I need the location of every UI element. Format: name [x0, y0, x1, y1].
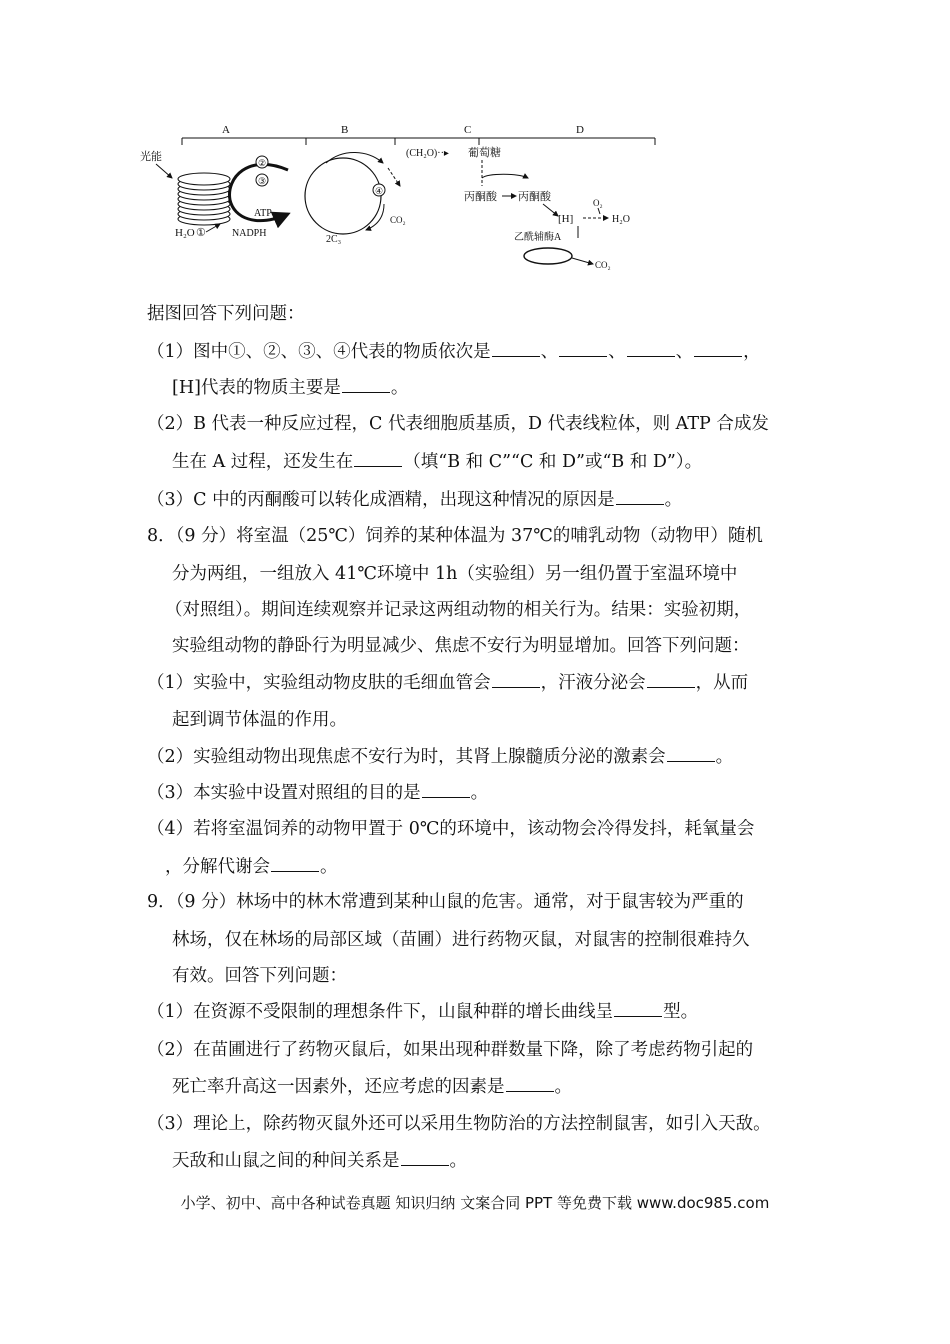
answer-blank[interactable] [401, 1150, 449, 1166]
answer-blank[interactable] [627, 341, 675, 357]
label-D: D [576, 124, 584, 136]
nadph-label: NADPH [232, 228, 267, 239]
q8-line1: 8．（9 分）将室温（25℃）饲养的某种体温为 37℃的哺乳动物（动物甲）随机 [147, 526, 763, 546]
answer-blank[interactable] [559, 341, 607, 357]
answer-blank[interactable] [667, 746, 715, 762]
label-A: A [222, 124, 230, 136]
q8-line2: 分为两组，一组放入 41℃环境中 1h（实验组）另一组仍置于室温环境中 [172, 564, 738, 584]
q7-3-line: （3）C 中的丙酮酸可以转化成酒精，出现这种情况的原因是 。 [147, 490, 683, 510]
answer-blank[interactable] [506, 1076, 554, 1092]
thylakoid-stack-icon [178, 173, 230, 225]
light-label: 光能 [140, 151, 162, 163]
q9-line2: 林场，仅在林场的局部区域（苗圃）进行药物灭鼠，对鼠害的控制很难持久 [172, 930, 750, 950]
answer-blank[interactable] [647, 672, 695, 688]
label-C: C [464, 124, 472, 136]
h-label: [H] [558, 213, 574, 225]
num-3: ③ [258, 176, 267, 186]
h2o-label: H₂O [175, 227, 195, 239]
num-4: ④ [375, 186, 384, 196]
pyruvate-d-label: 丙酮酸 [518, 191, 551, 203]
q9-3-line2: 天敌和山鼠之间的种间关系是 。 [172, 1151, 467, 1171]
q7-2-line1: （2）B 代表一种反应过程，C 代表细胞质基质，D 代表线粒体，则 ATP 合成发 [147, 414, 769, 434]
answer-blank[interactable] [354, 451, 402, 467]
q8-1-line1: （1）实验中，实验组动物皮肤的毛细血管会 ，汗液分泌会 ，从而 [147, 673, 749, 693]
answer-blank[interactable] [342, 377, 390, 393]
q9-1-line: （1）在资源不受限制的理想条件下，山鼠种群的增长曲线呈 型。 [147, 1002, 699, 1022]
q7-1-line2: [H]代表的物质主要是 。 [172, 378, 409, 398]
answer-blank[interactable] [614, 1001, 662, 1017]
q8-4-line2: ，分解代谢会 。 [165, 857, 338, 877]
num-1: ① [196, 227, 206, 239]
o2-label: O₂ [593, 198, 603, 208]
answer-blank[interactable] [694, 341, 742, 357]
q9-3-line1: （3）理论上，除药物灭鼠外还可以采用生物防治的方法控制鼠害，如引入天敌。 [147, 1114, 771, 1134]
answer-blank[interactable] [616, 489, 664, 505]
q8-3-line: （3）本实验中设置对照组的目的是 。 [147, 783, 489, 803]
pyruvate-c-label: 丙酮酸 [464, 191, 497, 203]
answer-blank[interactable] [492, 341, 540, 357]
q7-1-line1: （1）图中①、②、③、④代表的物质依次是 、 、 、 ， [147, 342, 761, 362]
q9-2-line1: （2）在苗圃进行了药物灭鼠后，如果出现种群数量下降，除了考虑药物引起的 [147, 1040, 754, 1060]
answer-blank[interactable] [492, 672, 540, 688]
q9-line1: 9．（9 分）林场中的林木常遭到某种山鼠的危害。通常，对于鼠害较为严重的 [147, 892, 744, 912]
label-B: B [341, 124, 349, 136]
q8-2-line: （2）实验组动物出现焦虑不安行为时，其肾上腺髓质分泌的激素会 。 [147, 747, 734, 767]
q8-4-line1: （4）若将室温饲养的动物甲置于 0℃的环境中，该动物会冷得发抖，耗氧量会 [147, 819, 755, 839]
co2-d-label: CO₂ [595, 260, 611, 270]
acetylcoa-label: 乙酰辅酶A [514, 232, 562, 243]
ch2o-label: (CH₂O)··▸ [406, 148, 449, 159]
intro-line: 据图回答下列问题： [147, 304, 305, 324]
glucose-label: 葡萄糖 [468, 147, 501, 159]
atp-label: ATP [254, 208, 272, 219]
h2o-d-label: H₂O [612, 214, 630, 225]
q9-2-line2: 死亡率升高这一因素外，还应考虑的因素是 。 [172, 1077, 572, 1097]
page-footer: 小学、初中、高中各种试卷真题 知识归纳 文案合同 PPT 等免费下载 www.doc985.com [180, 1194, 770, 1212]
num-2: ② [258, 158, 267, 168]
q7-2-line2: 生在 A 过程，还发生在 （填“B 和 C”“C 和 D”或“B 和 D”）。 [172, 452, 703, 472]
c3-label: 2C₃ [326, 234, 342, 245]
co2-b-label: CO₂ [390, 215, 406, 225]
q8-line4: 实验组动物的静卧行为明显减少、焦虑不安行为明显增加。回答下列问题： [172, 636, 750, 656]
answer-blank[interactable] [422, 782, 470, 798]
answer-blank[interactable] [271, 856, 319, 872]
q8-line3: （对照组）。期间连续观察并记录这两组动物的相关行为。结果：实验初期， [165, 600, 752, 620]
q8-1-line2: 起到调节体温的作用。 [172, 710, 347, 730]
photosynthesis-respiration-diagram [138, 118, 668, 278]
q9-line3: 有效。回答下列问题： [172, 966, 347, 986]
